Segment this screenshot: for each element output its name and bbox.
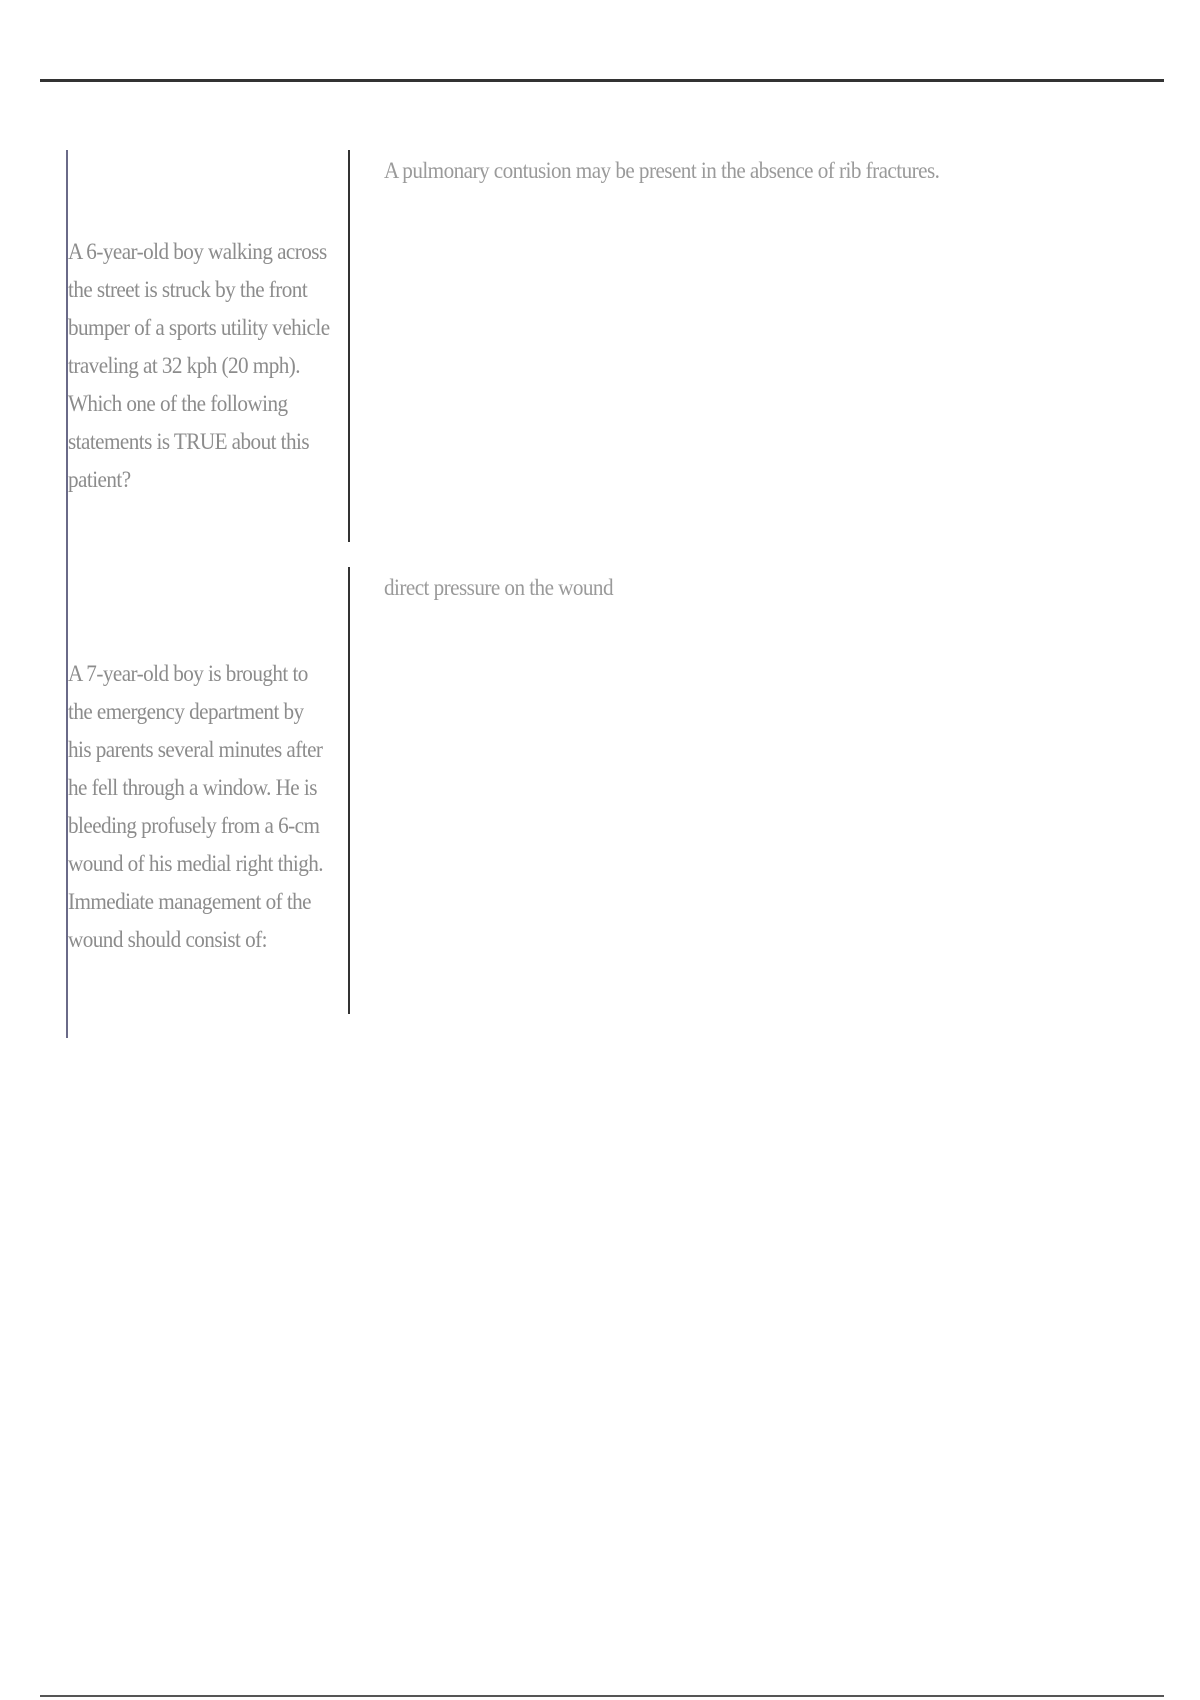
card-divider [348, 150, 350, 542]
flashcard [66, 567, 1166, 1014]
header-rule [40, 79, 1164, 82]
card-divider [348, 567, 350, 1014]
card-answer: A pulmonary contusion may be present in the absence of rib fractures. [384, 158, 940, 183]
card-question: A 6-year-old boy walking across the street is struck by the front bumper of a sports utility vehicle traveling at 32 kph (20 mph). Which one of the following statements is TRUE about this patient? [68, 239, 330, 492]
flashcard [66, 150, 1166, 542]
card-answer: direct pressure on the wound [384, 575, 613, 600]
card-question: A 7-year-old boy is brought to the emergency department by his parents several minutes after he fell through a window. He is bleeding profusely from a 6-cm wound of his medial right thigh. Immediate management of the wound should consist of: [68, 661, 324, 952]
footer-rule [40, 1695, 1164, 1697]
